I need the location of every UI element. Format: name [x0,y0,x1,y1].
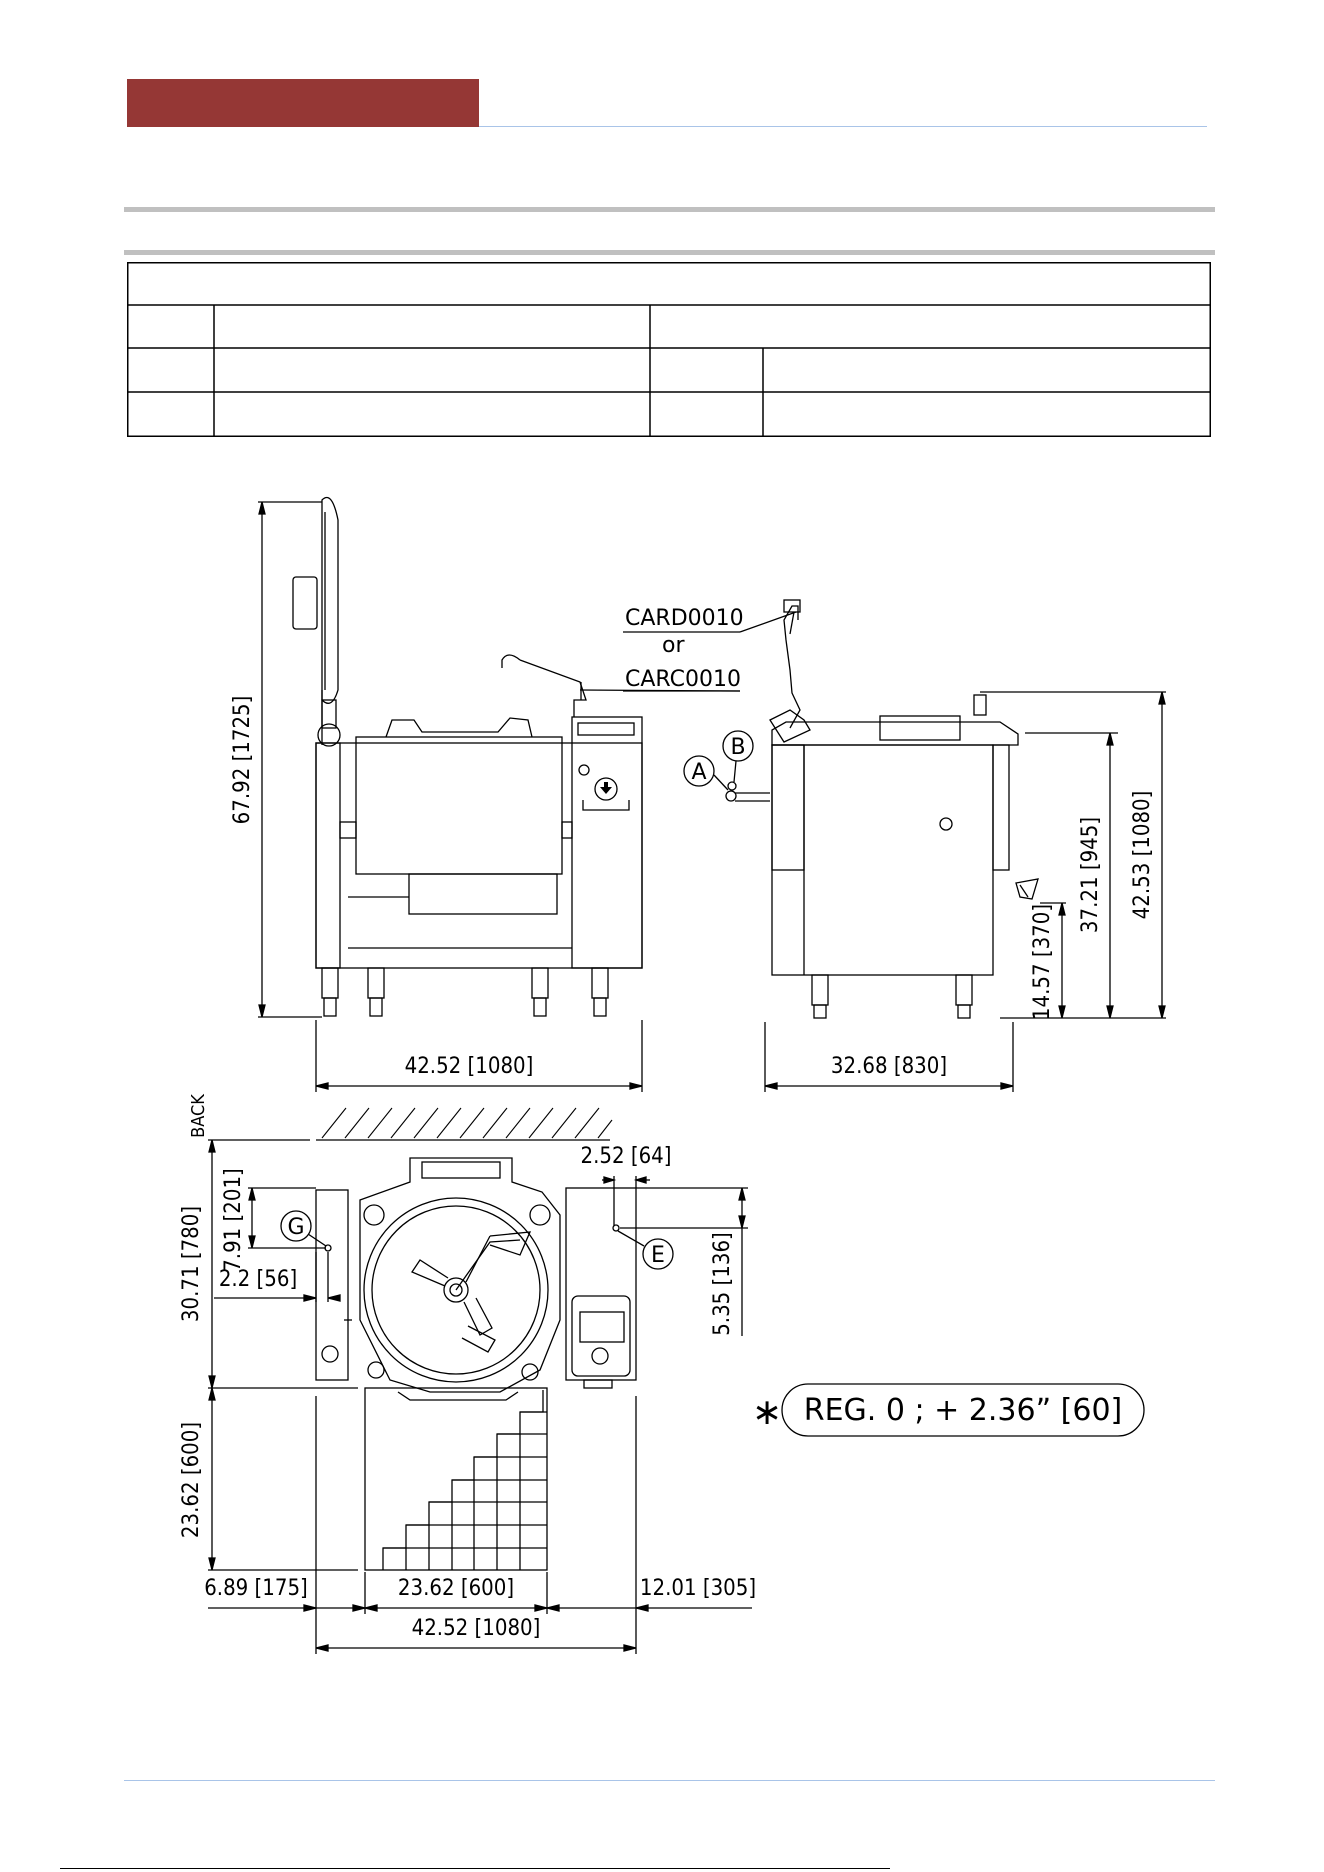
faucet-code-2: CARC0010 [625,667,741,692]
plan-depth-label: 30.71 [780] [179,1205,204,1323]
side-height-outlet: 14.57 [370] [1030,903,1055,1021]
front-body-outline [316,743,642,968]
e-width-label: 2.52 [64] [580,1144,672,1169]
conn-b-label: B [730,735,746,760]
footer-rule [124,1780,1215,1781]
side-height-worktop: 37.21 [945] [1078,816,1103,934]
faucet-code-or: or [662,633,685,658]
page-bottom-rule [60,1868,890,1869]
note-text: REG. 0 ; + 2.36” [60] [803,1393,1123,1428]
plan-total-width-label: 42.52 [1080] [411,1616,541,1641]
side-display [880,716,960,740]
back-label: BACK [188,1094,209,1138]
front-control-column [572,717,642,968]
front-kettle-tilt [409,874,557,914]
front-width-label: 42.52 [1080] [404,1054,534,1079]
side-width-label: 32.68 [830] [830,1054,948,1079]
side-body [772,745,993,975]
e-depth-label: 5.35 [136] [710,1232,735,1336]
front-view [230,498,796,1093]
g-width-label: 2.2 [56] [218,1267,298,1292]
faucet-code-1: CARD0010 [625,606,744,631]
conn-a-label: A [691,760,707,785]
front-height-label: 67.92 [1725] [230,695,255,825]
note-star: ∗ [752,1392,783,1433]
plan-view [179,1094,756,1654]
side-height-total: 42.53 [1080] [1130,790,1155,920]
front-left-column [316,743,340,968]
g-depth-label: 7.91 [201] [221,1168,246,1272]
conn-g-label: G [287,1215,305,1240]
left-clearance-label: 6.89 [175] [204,1576,308,1601]
side-view [684,600,1166,1092]
conn-e-label: E [651,1243,665,1268]
front-kettle [356,737,562,874]
service-width-label: 23.62 [600] [397,1576,515,1601]
regulation-note [752,1384,1144,1436]
right-clearance-label: 12.01 [305] [639,1576,757,1601]
plan-service-depth-label: 23.62 [600] [179,1421,204,1539]
